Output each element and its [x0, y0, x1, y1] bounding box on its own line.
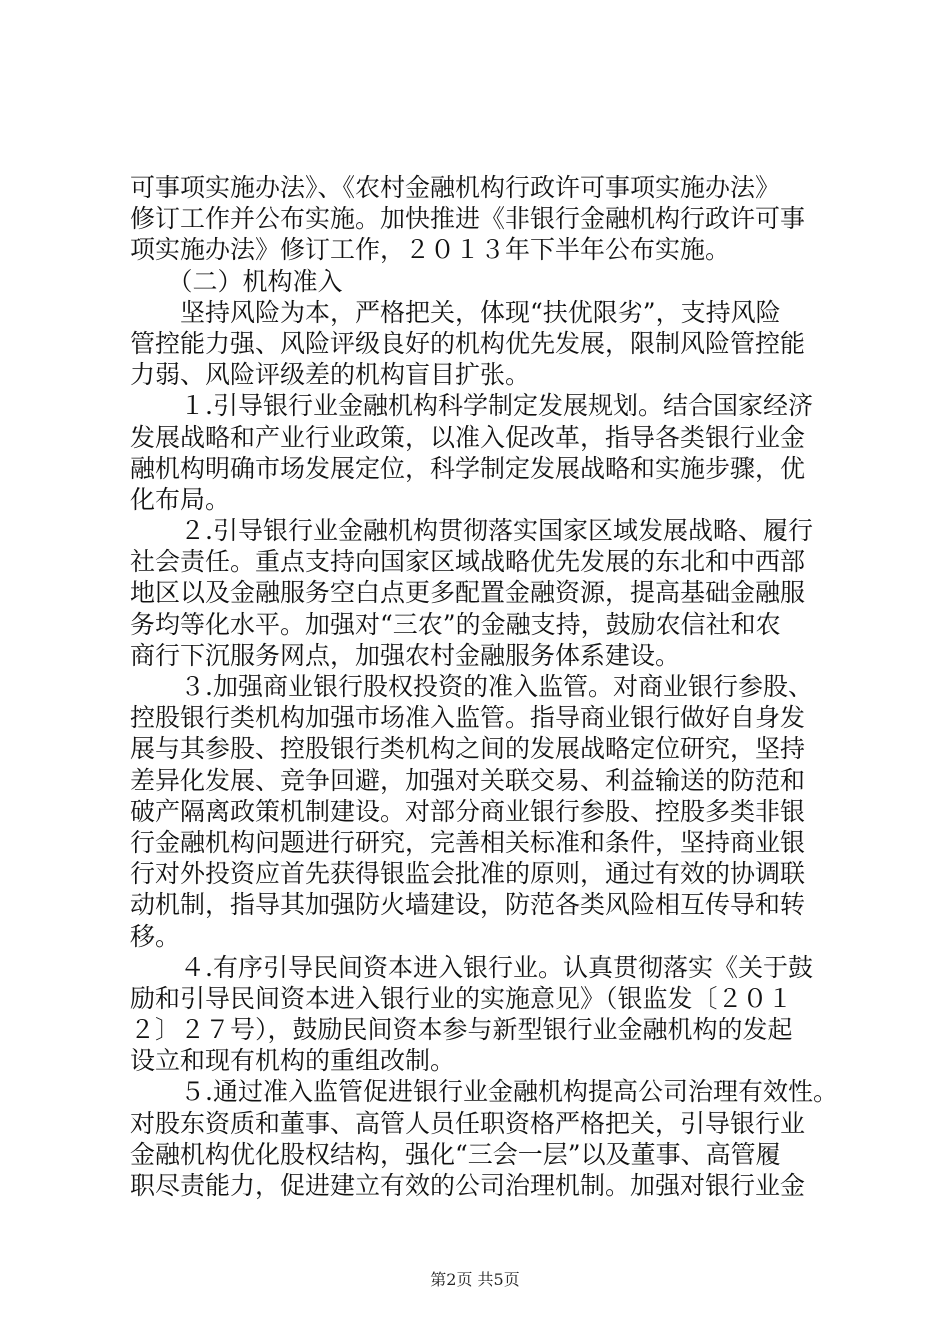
text-line: 融机构明确市场发展定位，科学制定发展战略和实施步骤，优: [130, 453, 806, 483]
text-line: 力弱、风险评级差的机构盲目扩张。: [130, 360, 531, 390]
text-line: 社会责任。重点支持向国家区域战略优先发展的东北和中西部: [130, 547, 806, 577]
text-line: ２.引导银行业金融机构贯彻落实国家区域发展战略、履行: [130, 516, 813, 546]
text-line: ５.通过准入监管促进银行业金融机构提高公司治理有效性。: [130, 1077, 838, 1107]
text-line: 化布局。: [130, 484, 231, 514]
section-heading: （二）机构准入: [130, 266, 343, 296]
text-line: 对股东资质和董事、高管人员任职资格严格把关，引导银行业: [130, 1108, 806, 1138]
text-line: 修订工作并公布实施。加快推进《非银行金融机构行政许可事: [130, 204, 806, 234]
text-line: 地区以及金融服务空白点更多配置金融资源，提高基础金融服: [130, 578, 806, 608]
text-line: 管控能力强、风险评级良好的机构优先发展，限制风险管控能: [130, 328, 806, 358]
text-line: 商行下沉服务网点，加强农村金融服务体系建设。: [130, 640, 681, 670]
text-line: 坚持风险为本，严格把关，体现“扶优限劣”，支持风险: [130, 297, 781, 327]
text-line: 项实施办法》修订工作，２０１３年下半年公布实施。: [130, 235, 731, 265]
page-number: 第2页 共5页: [430, 1270, 520, 1289]
text-line: 职尽责能力，促进建立有效的公司治理机制。加强对银行业金: [130, 1171, 806, 1200]
text-line: 差异化发展、竞争回避，加强对关联交易、利益输送的防范和: [130, 765, 806, 795]
text-line: ４.有序引导民间资本进入银行业。认真贯彻落实《关于鼓: [130, 952, 813, 982]
text-line: ２〕２７号），鼓励民间资本参与新型银行业金融机构的发起: [130, 1015, 793, 1045]
text-line: １.引导银行业金融机构科学制定发展规划。结合国家经济: [130, 391, 813, 421]
text-line: 行对外投资应首先获得银监会批准的原则，通过有效的协调联: [130, 859, 806, 889]
text-line: 破产隔离政策机制建设。对部分商业银行参股、控股多类非银: [130, 796, 806, 826]
text-line: 发展战略和产业行业政策，以准入促改革，指导各类银行业金: [130, 422, 806, 452]
text-line: 可事项实施办法》、《农村金融机构行政许可事项实施办法》: [130, 173, 781, 202]
text-line: 展与其参股、控股银行类机构之间的发展战略定位研究，坚持: [130, 734, 806, 764]
text-line: 务均等化水平。加强对“三农”的金融支持，鼓励农信社和农: [130, 609, 781, 639]
text-line: ３.加强商业银行股权投资的准入监管。对商业银行参股、: [130, 672, 813, 701]
text-line: 控股银行类机构加强市场准入监管。指导商业银行做好自身发: [130, 703, 806, 733]
text-line: 金融机构优化股权结构，强化“三会一层”以及董事、高管履: [130, 1139, 781, 1169]
text-line: 励和引导民间资本进入银行业的实施意见》（银监发〔２０１: [130, 983, 793, 1013]
text-line: 行金融机构问题进行研究，完善相关标准和条件，坚持商业银: [130, 827, 806, 857]
document-body: [130, 172, 842, 1201]
text-line: 设立和现有机构的重组改制。: [130, 1046, 456, 1076]
text-line: 动机制，指导其加强防火墙建设，防范各类风险相互传导和转: [130, 890, 806, 920]
text-line: 移。: [130, 921, 181, 951]
